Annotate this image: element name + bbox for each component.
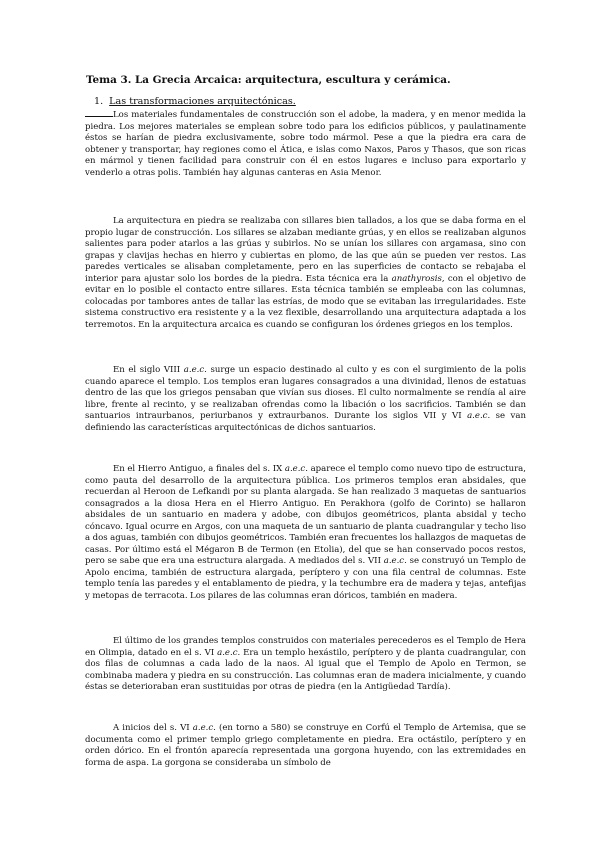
paragraph-4 [85, 464, 526, 603]
paragraph-3 [85, 365, 526, 434]
paragraph-5-text-a: El último de los grandes templos construidos con materiales perecederos es el Templo de Hera en Olimpia, datado en el s. VI [85, 636, 526, 658]
paragraph-6-text-a: A inicios del s. VI [113, 723, 193, 733]
paragraph-4-era-2: a.e.c. [383, 556, 407, 567]
section-heading [94, 96, 296, 107]
paragraph-5 [85, 636, 526, 694]
paragraph-3-text-b: surge un espacio destinado al culto y es con el surgimiento de la polis cuando aparece el templo. Los templos eran lugares consagrados a una divinidad, llenos de estatuas dentro de las que los griegos pensaban que vivían sus dioses. El culto normalmente se rendía al aire libre, frente al recinto, y se realizaban ofrendas como la libación o los sacrificios. También se dan santuarios intraurbanos, periurbanos y extraurbanos. Durante los siglos VII y VI [85, 365, 527, 422]
paragraph-2 [85, 216, 526, 331]
paragraph-4-text-a: En el Hierro Antiguo, a finales del s. IX [113, 464, 285, 474]
paragraph-4-text-b: aparece el templo como nuevo tipo de estructura, como pauta del desarrollo de la arquitectura pública. Los primeros templos eran absidales, que recuerdan al Heroon de Lefkandi por su planta alargada. Se han realizado 3 maquetas de santuarios consagrados a la diosa Hera en el Hierro Antiguo. En Perakhora (golfo de Corinto) se hallaron absidales de un santuario en madera y adobe, con dibujos geométricos, planta absidal y techo cóncavo. Igual ocurre en Argos, con una maqueta de un santuario de planta cuadrangular y techo liso a dos aguas, también con dibujos geométricos. También eran frecuentes los hallazgos de maquetas de casas. Por último está el Mégaron B de Termon (en Etolia), del que se han conservado pocos restos, pero se sabe que era una estructura alargada. A mediados del s. VII [85, 464, 526, 567]
paragraph-4-text-c: se construyó un Templo de Apolo encima, también de estructura alargada, períptero y con una fila central de columnas. Este templo tenía las paredes y el entablamento de piedra, y la techumbre era de madera y tejas, antefijas y metopas de terracota. Los pilares de las columnas eran dóricos, también en madera. [85, 556, 526, 602]
paragraph-2-term: anathyrosis [391, 273, 442, 284]
section-number: 1. [94, 96, 104, 107]
paragraph-2-text-b: , con el objetivo de evitar en lo posible el contacto entre sillares. Esta técnica también se empleaba con las columnas, colocadas por tambores antes de tallar las estrías, de modo que se evitaban las irregularidades. Este sistema constructivo era resistente y a la vez flexible, desarrollando una arquitectura adaptada a los terremotos. En la arquitectura arcaica es cuando se configuran los órdenes griegos en los templos. [85, 273, 526, 330]
paragraph-5-era: a.e.c. [217, 647, 241, 658]
paragraph-3-text-c: se van definiendo las características arquitectónicas de dichos santuarios. [85, 411, 526, 433]
paragraph-1 [85, 108, 526, 179]
paragraph-2-text-a: La arquitectura en piedra se realizaba con sillares bien tallados, a los que se daba forma en el propio lugar de construcción. Los sillares se alzaban mediante grúas, y en ellos se realizaban algunos salientes para poder atarlos a las grúas y subirlos. No se unían los sillares con argamasa, sino con grapas y clavijas hechas en hierro y cubiertas en plomo, de las que aún se pueden ver restos. Las paredes verticales se alisaban completamente, pero en las superficies de contacto se rebajaba el interior para ajustar solo los bordes de la piedra. Esta técnica era la [85, 216, 526, 284]
document-title: Tema 3. La Grecia Arcaica: arquitectura, escultura y cerámica. [86, 74, 451, 86]
paragraph-3-era-1: a.e.c. [183, 365, 207, 375]
paragraph-6-era: a.e.c. [192, 723, 216, 733]
paragraph-6-text-b: (en torno a 580) se construye en Corfú el Templo de Artemisa, que se documenta como el primer templo griego completamente en piedra. Era octástilo, períptero y en orden dórico. En el frontón aparecía representada una gorgona huyendo, con las extremidades en forma de aspa. La gorgona se consideraba un símbolo de [85, 723, 526, 768]
paragraph-6 [85, 723, 526, 769]
paragraph-5-text-b: Era un templo hexástilo, períptero y de planta cuadrangular, con dos filas de columnas a cada lado de la naos. Al igual que el Templo de Apolo en Termon, se combinaba madera y piedra en su construcción. Las columnas eran de madera inicialmente, y cuando éstas se deterioraban eran sustituidas por otras de piedra (en la Antigüedad Tardía). [85, 647, 526, 693]
paragraph-1-text: Los materiales fundamentales de construcción son el adobe, la madera, y en menor medida la piedra. Los mejores materiales se emplean sobre todo para los edificios públicos, y paulatinamente éstos se harían de piedra exclusivamente, sobre todo mármol. Pese a que la piedra era cara de obtener y transportar, hay regiones como el Ática, e islas como Naxos, Paros y Thasos, que son ricas en mármol y tienen facilidad para construir con él en estos lugares e incluso para exportarlo y venderlo a otras polis. También hay algunas canteras en Asia Menor. [85, 110, 526, 178]
paragraph-3-era-2: a.e.c. [467, 411, 491, 422]
paragraph-3-text-a: En el siglo VIII [113, 365, 184, 375]
section-label: Las transformaciones arquitectónicas. [109, 96, 296, 107]
paragraph-4-era-1: a.e.c. [284, 464, 308, 474]
indent-underline [85, 108, 113, 117]
